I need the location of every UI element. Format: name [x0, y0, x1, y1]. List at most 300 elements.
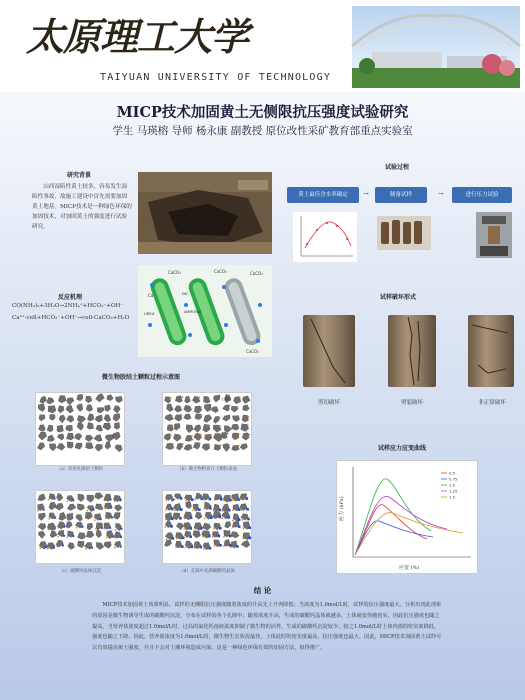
soil-grain — [113, 406, 120, 413]
calcite-crystal — [91, 547, 93, 549]
soil-grain — [184, 414, 192, 420]
conclusion-text: MICP技术加固黄土效果明显。试样的无侧限抗压强度随着浓度的升高先上升再降低；当浓度为1.0mol/L时，试样的抗压强度最大。分析出现此现象的原因是微生物诱导生成的碳酸钙沉淀，分布在试样的各个孔隙中；随着浓度升高，生成的碳酸钙晶体就越多，土体就变得越密实，因此抗压强度也随之提高。当营养盐浓度超过1.0mol/L时，过高的氯化钙溶液浓度抑制了微生物的活性，生成的碳酸钙沉淀较少。较之1.0mol/L时土体内部的密实度降低，强度也随之下降。因此，营养盐浓度为1.0mol/L时，微生物生长状况最佳，土体此时的密实度最高，抗压强度也最大。因此，MICP技术加固黄土试样可以有效提高黄土强度，并且不会对土壤环境造成污染，这是一种绿色环保有效的加固方法，值得推广。 — [92, 602, 442, 652]
soil-grain — [47, 435, 54, 442]
bacteria-dot — [219, 425, 221, 427]
poster-title: MICP技术加固黄土无侧限抗压强度试验研究 — [116, 104, 409, 121]
bacteria-dot — [37, 510, 39, 512]
failure-label-splitting: 劈裂破坏 — [400, 400, 423, 406]
calcite-crystal — [109, 527, 111, 529]
calcite-crystal — [172, 537, 175, 540]
soil-grain — [103, 423, 111, 430]
calcite-crystal — [246, 508, 249, 511]
bacteria-dot — [182, 443, 184, 445]
university-name-en: TAIYUAN UNIVERSITY OF TECHNOLOGY — [100, 72, 332, 83]
soil-grain — [66, 433, 73, 440]
bacteria-dot — [229, 405, 231, 407]
soil-grain — [67, 416, 74, 423]
legend-entry: 0.75 — [449, 476, 458, 482]
soil-grain — [39, 415, 45, 421]
soil-grain — [223, 405, 230, 411]
soil-grain — [87, 523, 93, 530]
bacteria-dot — [179, 435, 181, 437]
bacteria-dot — [172, 444, 174, 446]
soil-grain — [167, 404, 174, 412]
soil-grain — [193, 504, 199, 511]
soil-grain — [87, 422, 94, 429]
stress-strain-chart — [336, 460, 478, 574]
bacteria-dot — [208, 444, 210, 446]
bacteria-dot — [243, 538, 245, 540]
abnormal-failure-sample-photo — [468, 315, 514, 387]
calcite-crystal — [191, 546, 194, 549]
bacteria-dot — [199, 443, 201, 445]
soil-grain — [203, 424, 210, 432]
soil-grain — [86, 396, 93, 403]
bacteria-dot — [190, 445, 192, 447]
soil-grain — [57, 444, 65, 451]
soil-grain — [96, 523, 103, 530]
soil-grain — [86, 443, 94, 449]
calcite-crystal — [92, 509, 94, 511]
bacteria-dot — [223, 500, 225, 502]
soil-grain — [66, 522, 72, 528]
bacteria-dot — [200, 426, 202, 428]
bacteria-dot — [94, 519, 96, 521]
bacteria-dot — [174, 498, 176, 500]
bacteria-dot — [67, 501, 69, 503]
bacteria-dot — [191, 435, 193, 437]
soil-grain — [66, 425, 73, 431]
soil-grain — [184, 405, 192, 412]
calcite-crystal — [219, 509, 222, 512]
prepared-samples-photo — [377, 216, 431, 250]
soil-grain — [47, 425, 53, 432]
soil-grain — [104, 415, 111, 422]
calcite-crystal — [200, 527, 203, 530]
soil-grain — [67, 442, 73, 449]
shear-failure-sample-photo — [303, 315, 355, 387]
soil-grain — [242, 433, 249, 440]
soil-grains-figure — [163, 393, 251, 453]
soil-grain — [68, 543, 75, 550]
bacteria-dot — [184, 518, 186, 520]
legend-entry: 1.25 — [449, 488, 458, 494]
bacteria-dot — [185, 500, 187, 502]
bacteria-dot — [213, 517, 215, 519]
campus-photo — [352, 6, 520, 88]
calcite-crystal — [219, 527, 222, 530]
bacteria-dot — [76, 527, 78, 529]
bacteria-dot — [174, 510, 176, 512]
soil-grain — [38, 531, 45, 538]
calcite-crystal — [220, 498, 223, 501]
soil-grain — [38, 513, 45, 521]
flow-arrow-icon: → — [363, 190, 369, 198]
calcite-crystal — [54, 528, 56, 530]
soil-grain — [224, 426, 231, 433]
soil-grain — [225, 522, 231, 528]
equation-1: CO(NH₂)₂+3H₂O→2NH₄⁺+HCO₃⁻+OH⁻ — [12, 303, 124, 309]
soil-grain — [95, 415, 102, 422]
legend-entry: 0.5 — [449, 470, 456, 476]
soil-grain — [116, 396, 123, 403]
calcite-crystal — [181, 545, 184, 548]
soil-grain — [240, 444, 247, 450]
soil-grain — [59, 512, 66, 520]
bacteria-dot — [115, 529, 117, 531]
bacteria-dot — [213, 545, 215, 547]
caption-c: （c）碳酸钙晶体沉淀 — [59, 569, 101, 574]
soil-grain — [58, 530, 64, 537]
soil-grain — [58, 406, 64, 413]
bacteria-dot — [114, 500, 116, 502]
soil-grain — [94, 435, 102, 442]
y-axis-label: 应力 (kPa) — [339, 496, 345, 521]
bacteria-dot — [203, 508, 205, 510]
bacteria-dot — [214, 499, 216, 501]
soil-grain — [77, 423, 83, 431]
bacteria-dot — [222, 517, 224, 519]
soil-grain — [87, 506, 94, 512]
bacteria-dot — [48, 499, 50, 501]
calcite-crystal — [198, 508, 201, 511]
bacteria-dot — [58, 527, 60, 529]
soil-grain — [76, 515, 83, 522]
bacteria-dot — [114, 537, 116, 539]
soil-grain — [57, 493, 63, 501]
bacteria-dot — [175, 547, 177, 549]
soil-grain — [78, 533, 86, 540]
calcite-crystal — [111, 517, 113, 519]
bacteria-dot — [200, 406, 202, 408]
logo-text: 太原理工大学 — [26, 14, 249, 59]
calcite-crystal — [180, 497, 183, 500]
soil-grain — [66, 405, 73, 413]
soil-grain — [55, 503, 63, 510]
bacteria-dot — [194, 528, 196, 530]
bacteria-dot — [222, 510, 224, 512]
bacteria-dot — [165, 509, 167, 511]
bacteria-dot — [238, 433, 240, 435]
calcite-crystal — [112, 536, 114, 538]
bacteria-dot — [185, 547, 187, 549]
bacteria-dot — [194, 547, 196, 549]
calcite-crystal — [54, 498, 56, 500]
bacteria-dot — [165, 519, 167, 521]
soil-grain — [231, 424, 239, 430]
soil-grains-figure — [36, 491, 124, 551]
soil-grain — [232, 433, 239, 440]
equation-2: Ca²⁺-cell+HCO₃⁻+OH⁻→cell-CaCO₃+H₂O — [12, 315, 130, 321]
soil-grain — [167, 425, 174, 432]
soil-grain — [165, 397, 171, 403]
soil-grain — [107, 395, 114, 401]
soil-grain — [47, 397, 55, 404]
bacteria-dot — [228, 444, 230, 446]
bacteria-dot — [223, 545, 225, 547]
soil-grain — [75, 433, 83, 440]
pressure-test-machine-photo — [476, 212, 512, 258]
mineralization-panel-a — [35, 392, 125, 466]
bacteria-dot — [195, 499, 197, 501]
splitting-failure-sample-photo — [388, 315, 436, 387]
soil-grain — [243, 405, 250, 411]
soil-grain — [213, 433, 222, 441]
soil-grain — [50, 415, 56, 421]
mechanism-label: AMMONIA — [184, 310, 202, 314]
calcite-crystal — [43, 509, 45, 511]
calcite-crystal — [219, 544, 222, 547]
soil-grain — [231, 541, 237, 548]
soil-grain — [204, 396, 211, 403]
calcite-crystal — [179, 517, 182, 520]
failure-label-abnormal: 非正常破坏 — [478, 400, 506, 406]
bacteria-dot — [227, 433, 229, 435]
soil-grain — [214, 444, 221, 450]
soil-grain — [59, 415, 66, 423]
soil-grains-figure — [36, 393, 124, 453]
soil-grain — [176, 523, 184, 530]
soil-grain — [97, 408, 104, 414]
soil-grain — [195, 512, 202, 519]
bacteria-dot — [171, 415, 173, 417]
soil-grain — [75, 443, 82, 449]
flow-step-3: 进行压力试验 — [452, 187, 512, 203]
soil-grain — [86, 531, 94, 538]
bacteria-dot — [104, 500, 106, 502]
soil-grain — [50, 531, 57, 538]
calcite-crystal — [238, 508, 241, 511]
collapse-site-photo — [138, 172, 272, 254]
bacteria-dot — [192, 510, 194, 512]
mechanism-label: CaCO₃ — [214, 269, 227, 274]
soil-grain — [95, 493, 104, 500]
bacteria-dot — [232, 520, 234, 522]
calcite-crystal — [189, 535, 192, 538]
poster-authors: 学生 马瑛榕 导师 杨永康 副教授 原位改性采矿教育部重点实验室 — [112, 125, 413, 137]
soil-grain — [67, 513, 73, 520]
section-heading-mineralization: 微生物胶结土颗粒过程示意图 — [102, 374, 181, 381]
soil-grain — [230, 532, 239, 538]
calcite-crystal — [246, 497, 249, 500]
soil-grain — [85, 512, 92, 519]
calcite-crystal — [228, 509, 231, 512]
microbe-mechanism-diagram — [138, 265, 272, 357]
mechanism-label: CaCO₃ — [168, 270, 181, 275]
bacteria-dot — [240, 499, 242, 501]
mineralization-panel-b — [162, 392, 252, 466]
bacteria-dot — [213, 528, 215, 530]
caption-d: （d）孔隙中充满碳酸钙晶体 — [179, 569, 235, 574]
bacteria-dot — [176, 538, 178, 540]
soil-grain — [58, 396, 66, 403]
bacteria-dot — [248, 434, 250, 436]
legend-entry: 1.5 — [449, 494, 456, 500]
soil-grain — [174, 406, 182, 413]
calcite-crystal — [209, 547, 212, 550]
calcite-crystal — [170, 525, 173, 528]
calcite-crystal — [210, 516, 213, 519]
soil-grain — [67, 398, 74, 405]
calcite-crystal — [121, 528, 123, 530]
bacteria-dot — [203, 548, 205, 550]
bacteria-dot — [106, 537, 108, 539]
soil-grain — [114, 423, 120, 430]
mechanism-label: CaCO₃ — [250, 271, 263, 276]
bacteria-dot — [212, 536, 214, 538]
section-heading-background: 研究背景 — [67, 172, 92, 179]
bacteria-dot — [203, 499, 205, 501]
soil-grain — [48, 406, 56, 414]
section-heading-mechanism: 反应机理 — [58, 294, 83, 301]
caption-a: （a）原始孔隙的土颗粒 — [56, 467, 104, 472]
calcite-crystal — [191, 498, 194, 501]
soil-grain — [213, 416, 219, 423]
soil-grain — [37, 443, 45, 450]
bacteria-dot — [166, 500, 168, 502]
soil-grain — [57, 425, 64, 432]
calcite-crystal — [218, 535, 221, 538]
bacteria-dot — [184, 537, 186, 539]
bacteria-dot — [200, 414, 202, 416]
soil-grain — [39, 425, 46, 432]
calcite-crystal — [110, 507, 112, 509]
soil-grain — [96, 394, 105, 402]
soil-grain — [57, 434, 64, 440]
bacteria-dot — [170, 397, 172, 399]
mineralization-panel-c — [35, 490, 125, 564]
bacteria-dot — [220, 444, 222, 446]
soil-grain — [115, 505, 123, 512]
bacteria-dot — [237, 406, 239, 408]
soil-grain — [105, 435, 114, 442]
soil-grain — [96, 530, 102, 538]
calcite-crystal — [82, 526, 84, 528]
x-axis-label: 应变 (%) — [399, 565, 420, 571]
bacteria-dot — [243, 528, 245, 530]
flow-step-2: 制备试样 — [375, 187, 427, 203]
failure-label-shear: 剪切破坏 — [317, 400, 340, 406]
calcite-crystal — [248, 527, 251, 530]
soil-grain — [95, 444, 102, 451]
soil-grain — [204, 415, 212, 423]
calcite-crystal — [63, 535, 65, 537]
bacteria-dot — [95, 528, 97, 530]
soil-grain — [223, 415, 230, 421]
soil-grain — [77, 394, 83, 401]
mechanism-label: DIC — [182, 291, 189, 296]
soil-grain — [113, 414, 120, 422]
mechanism-label: UREA — [144, 311, 155, 316]
soil-grain — [203, 523, 211, 530]
calcite-crystal — [249, 537, 252, 540]
soil-grain — [50, 444, 57, 451]
soil-grain — [38, 432, 46, 440]
calcite-crystal — [120, 536, 122, 538]
bacteria-dot — [198, 397, 200, 399]
calcite-crystal — [72, 499, 74, 501]
calcite-crystal — [247, 518, 250, 521]
calcite-crystal — [120, 499, 122, 501]
bacteria-dot — [40, 548, 42, 550]
soil-grain — [241, 541, 250, 548]
section-heading-test-process: 试验过程 — [385, 164, 410, 171]
bacteria-dot — [182, 396, 184, 398]
soil-grain — [232, 416, 239, 422]
calcite-crystal — [190, 517, 193, 520]
calcite-crystal — [200, 497, 203, 500]
calcite-crystal — [200, 546, 203, 549]
soil-grains-figure — [163, 491, 251, 551]
soil-grain — [115, 445, 123, 452]
bacteria-dot — [202, 536, 204, 538]
calcite-crystal — [120, 546, 122, 548]
soil-grain — [164, 433, 171, 440]
bacteria-dot — [104, 508, 106, 510]
bacteria-dot — [219, 417, 221, 419]
flow-step-1: 黄土最佳含水率确定 — [287, 187, 359, 203]
calcite-crystal — [238, 525, 241, 528]
soil-grain — [204, 404, 211, 412]
bacteria-dot — [103, 528, 105, 530]
soil-grain — [40, 396, 47, 403]
soil-grain — [105, 405, 111, 412]
calcite-crystal — [238, 518, 241, 521]
calcite-crystal — [228, 516, 231, 519]
calcite-crystal — [171, 499, 174, 502]
bacteria-dot — [210, 434, 212, 436]
calcite-crystal — [53, 547, 55, 549]
bacteria-dot — [247, 416, 249, 418]
bacteria-dot — [57, 536, 59, 538]
mechanism-label: CaCO₃ — [246, 349, 259, 354]
soil-grain — [185, 397, 191, 404]
soil-grain-label: 土颗粒 — [221, 397, 232, 401]
soil-grain — [86, 435, 94, 442]
calcite-crystal — [229, 499, 232, 502]
soil-grain — [77, 504, 84, 511]
background-text: 山西湿陷性黄土较多，容易发生湿陷性事故，故施工建设中首先需要加固黄土地基。MICP技术是一种绿色环保的加固技术，对加固黄土的强度进行试验研究。 — [32, 184, 132, 230]
calcite-crystal — [45, 546, 47, 548]
soil-grain — [164, 540, 171, 547]
calcite-crystal — [171, 518, 174, 521]
calcite-crystal — [101, 527, 103, 529]
bacteria-dot — [67, 536, 69, 538]
caption-b: （b）微生物附着在土颗粒表面 — [177, 467, 237, 472]
soil-grain — [113, 513, 120, 520]
calcite-crystal — [110, 499, 112, 501]
bacteria-dot — [170, 434, 172, 436]
bacteria-dot — [114, 547, 116, 549]
calcite-crystal — [237, 498, 240, 501]
soil-grain — [95, 504, 103, 510]
section-heading-failure-modes: 试样破坏形式 — [380, 294, 417, 301]
calcite-crystal — [171, 508, 174, 511]
soil-grain — [78, 494, 85, 502]
calcite-crystal — [62, 545, 64, 547]
soil-grain — [77, 404, 83, 412]
bacteria-dot — [232, 510, 234, 512]
soil-grain — [49, 502, 57, 510]
calcite-crystal — [219, 516, 222, 519]
bacteria-dot — [166, 538, 168, 540]
soil-grain — [242, 396, 250, 404]
soil-grain — [113, 432, 120, 440]
calcite-crystal — [100, 518, 102, 520]
university-calligraphy-logo — [22, 6, 249, 62]
bacteria-dot — [238, 445, 240, 447]
calcite-crystal — [54, 517, 56, 519]
